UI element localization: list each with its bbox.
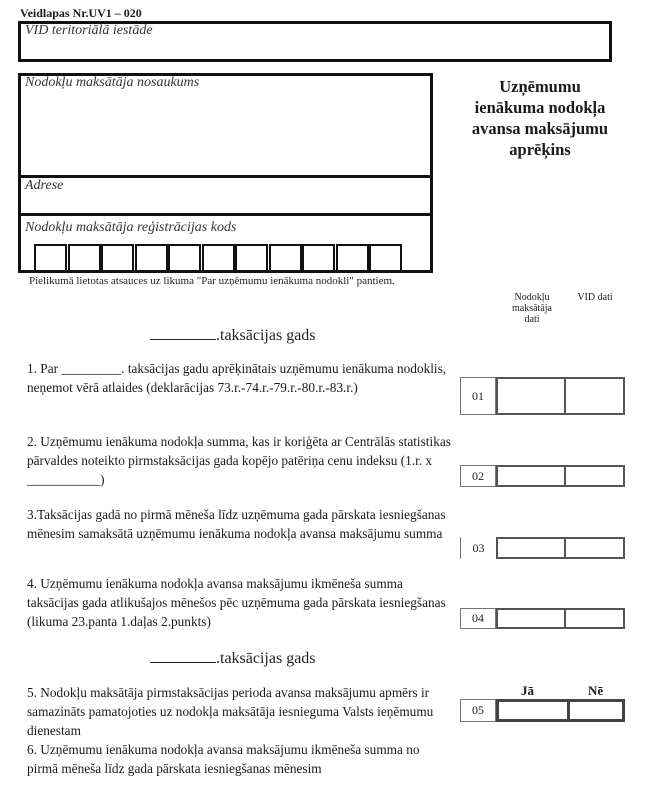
tax-year-blank[interactable] (150, 648, 216, 663)
reg-code-digit-box[interactable] (34, 244, 67, 272)
row-03 (460, 537, 625, 559)
yes-label: Jā (521, 683, 534, 698)
question-1: 1. Par _________. taksācijas gadu aprēķinātais uzņēmumu ienākuma nodoklis, neņemot vērā atlaides (deklarācijas 73.r.-74.r.-79.r.-80.r.-83.r.) (27, 361, 447, 395)
vid-data-input[interactable] (566, 608, 625, 629)
taxpayer-name-label: Nodokļu maksātāja nosaukums (25, 75, 200, 90)
vid-data-input[interactable] (566, 537, 625, 559)
taxpayer-data-input[interactable] (496, 465, 566, 487)
row-code: 03 (460, 537, 496, 559)
form-title: Uzņēmumu ienākuma nodokļa avansa maksājumu aprēķins (471, 77, 609, 159)
row-01 (460, 377, 625, 415)
yes-checkbox[interactable] (496, 699, 570, 722)
vid-data-input[interactable] (566, 377, 625, 415)
reg-code-digit-box[interactable] (302, 244, 335, 272)
reg-code-digit-box[interactable] (269, 244, 302, 272)
form-number: Veidlapas Nr.UV1 – 020 (20, 6, 142, 20)
question-3: 3.Taksācijas gadā no pirmā mēneša līdz uzņēmuma gada pārskata iesniegšanas mēnesim samaksātā uzņēmumu ienākuma nodokļa avansa maksājumu summa (27, 507, 446, 541)
vid-data-input[interactable] (566, 465, 625, 487)
reg-code-digit-box[interactable] (68, 244, 101, 272)
tax-year-heading: .taksācijas gads (150, 325, 316, 345)
reg-code-digit-box[interactable] (168, 244, 201, 272)
row-code: 04 (460, 608, 496, 629)
taxpayer-data-input[interactable] (496, 537, 566, 559)
reg-code-digit-box[interactable] (369, 244, 402, 272)
row-code: 02 (460, 465, 496, 487)
reg-code-digit-box[interactable] (202, 244, 235, 272)
reg-code-digit-box[interactable] (336, 244, 369, 272)
question-6: 6. Uzņēmumu ienākuma nodokļa avansa maksājumu ikmēneša summa no pirmā mēneša līdz gada pārskata iesniegšanas mēnesim (27, 742, 420, 776)
tax-year-blank[interactable] (150, 325, 216, 340)
divider (18, 213, 433, 216)
question-2: 2. Uzņēmumu ienākuma nodokļa summa, kas ir koriģēta ar Centrālās statistikas pārvaldes noteikto pirmstaksācijas gada kopējo patēriņa cenu indeksu (1.r. x ___________) (27, 434, 451, 487)
col-header-taxpayer-data: Nodokļu maksātāja dati (512, 292, 552, 325)
reg-code-digit-box[interactable] (235, 244, 268, 272)
question-4: 4. Uzņēmumu ienākuma nodokļa avansa maksājumu ikmēneša summa taksācijas gada atlikušajos mēnešos pēc uzņēmuma gada pārskata iesniegšanas (likuma 23.panta 1.daļas 2.punkts) (27, 576, 446, 629)
row-code: 01 (460, 377, 496, 415)
taxpayer-data-input[interactable] (496, 377, 566, 415)
law-reference-note: Pielikumā lietotas atsauces uz likuma "Par uzņēmumu ienākuma nodokli" pantiem. (29, 275, 395, 287)
reg-code-digit-box[interactable] (101, 244, 134, 272)
row-05 (460, 699, 625, 722)
no-checkbox[interactable] (570, 699, 625, 722)
question-5: 5. Nodokļu maksātāja pirmstaksācijas perioda avansa maksājumu apmērs ir samazināts pamatojoties uz nodokļa maksātāja iesnieguma Valsts ieņēmumu dienestam (27, 685, 434, 738)
row-02 (460, 465, 625, 487)
reg-code-digit-box[interactable] (135, 244, 168, 272)
address-label: Adrese (25, 178, 64, 193)
vid-office-label: VID teritoriālā iestāde (25, 23, 153, 38)
col-header-vid-data: VID dati (577, 292, 613, 303)
reg-code-label: Nodokļu maksātāja reģistrācijas kods (25, 220, 237, 235)
row-code: 05 (460, 699, 496, 722)
row-04 (460, 608, 625, 629)
tax-year-heading: .taksācijas gads (150, 648, 316, 668)
no-label: Nē (588, 683, 604, 698)
taxpayer-data-input[interactable] (496, 608, 566, 629)
address-field[interactable] (21, 178, 430, 213)
